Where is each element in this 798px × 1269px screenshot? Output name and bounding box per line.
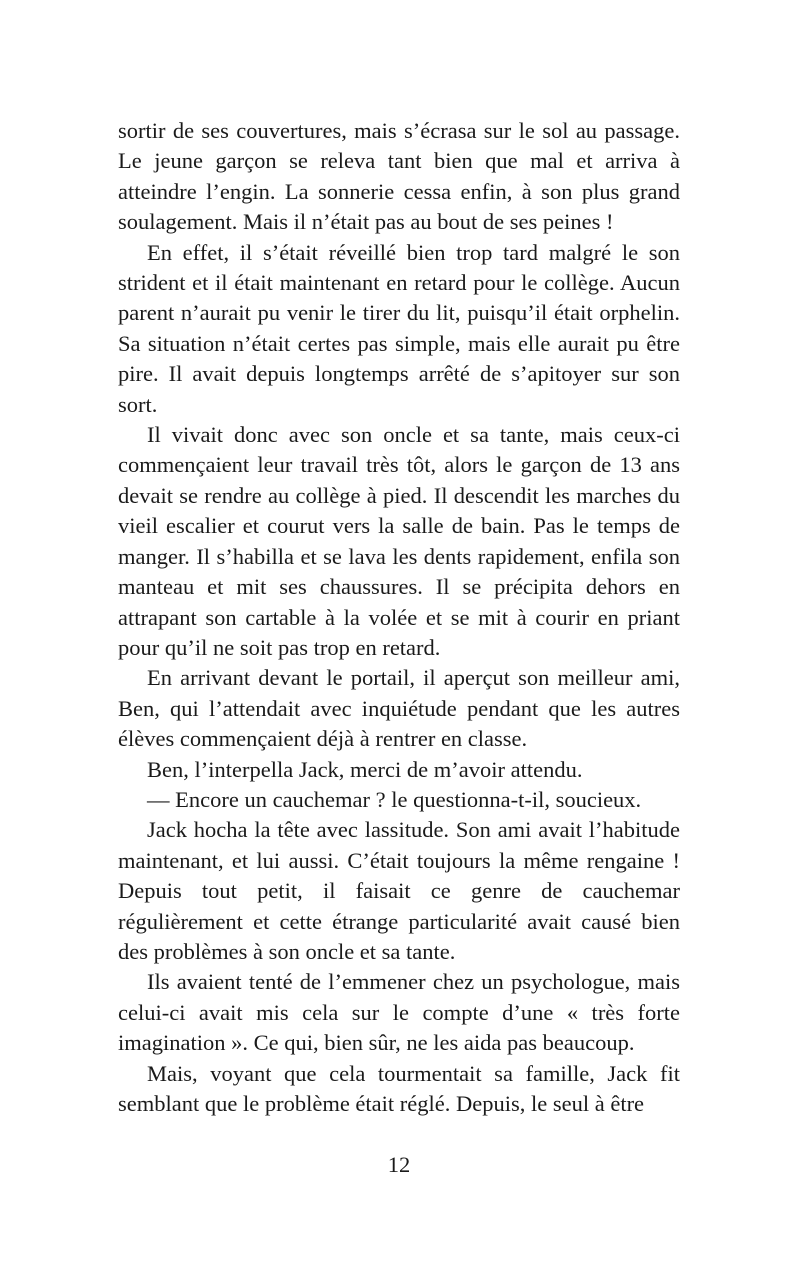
dialogue-line: Ben, l’interpella Jack, merci de m’avoir attendu.	[147, 756, 583, 782]
paragraph: Ils avaient tenté de l’emmener chez un psychologue, mais celui-ci avait mis cela sur le compte d’une « très forte imagination ». Ce qui, bien sûr, ne les aida pas beaucoup.	[118, 969, 680, 1056]
paragraph: En effet, il s’était réveillé bien trop tard malgré le son strident et il était maintenant en retard pour le collège. Aucun parent n’aurait pu venir le tirer du lit, puisqu’il était orphelin. Sa situation n’était certes pas simple, mais elle aurait pu être pire. Il avait depuis longtemps arrêté de s’apitoyer sur son sort.	[118, 239, 680, 417]
paragraph: Il vivait donc avec son oncle et sa tante, mais ceux-ci commençaient leur travail très tôt, alors le garçon de 13 ans devait se rendre au collège à pied. Il descendit les marches du vieil escalier et courut vers la salle de bain. Pas le temps de manger. Il s’habilla et se lava les dents rapidement, enfila son manteau et mit ses chaussures. Il se précipita dehors en attrapant son cartable à la volée et se mit à courir en priant pour qu’il ne soit pas trop en retard.	[118, 422, 680, 660]
paragraph: En arrivant devant le portail, il aperçut son meilleur ami, Ben, qui l’attendait avec inquiétude pendant que les autres élèves commençaient déjà à rentrer en classe.	[118, 665, 680, 752]
paragraph: Mais, voyant que cela tourmentait sa famille, Jack fit semblant que le problème était réglé. Depuis, le seul à être	[118, 1060, 680, 1116]
paragraph: Jack hocha la tête avec lassitude. Son ami avait l’habitude maintenant, et lui aussi. C’était toujours la même rengaine ! Depuis tout petit, il faisait ce genre de cauchemar régulièrement et cette étrange particularité avait causé bien des problèmes à son oncle et sa tante.	[118, 817, 680, 964]
paragraph: sortir de ses couvertures, mais s’écrasa sur le sol au passage. Le jeune garçon se releva tant bien que mal et arriva à atteindre l’engin. La sonnerie cessa enfin, à son plus grand soulagement. Mais il n’était pas au bout de ses peines !	[118, 118, 680, 235]
page-body-text	[118, 116, 680, 1119]
dialogue-line: — Encore un cauchemar ? le questionna-t-il, soucieux.	[147, 786, 642, 812]
page-number: 12	[387, 1152, 411, 1177]
